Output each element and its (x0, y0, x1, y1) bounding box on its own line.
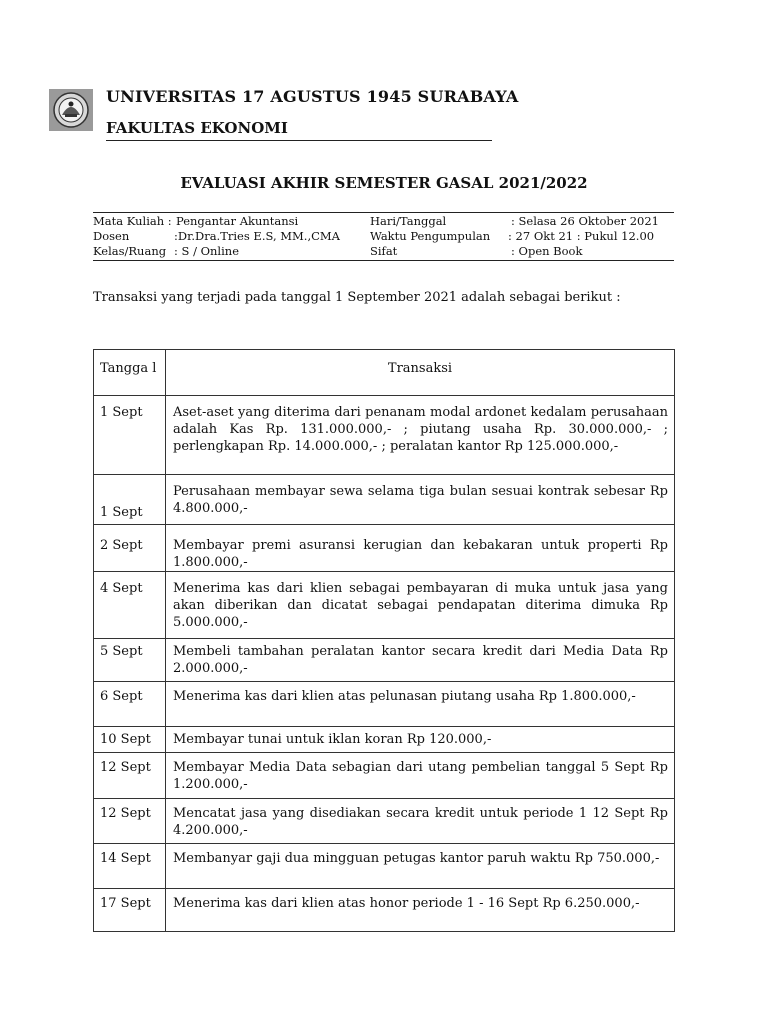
table-header-row (94, 350, 675, 396)
row-text: Menerima kas dari klien atas pelunasan piutang usaha Rp 1.800.000,- (166, 682, 675, 727)
lecturer-label: Dosen (93, 229, 130, 243)
lecturer-value: :Dr.Dra.Tries E.S, MM.,CMA (174, 229, 340, 243)
row-text: Membanyar gaji dua mingguan petugas kantor paruh waktu Rp 750.000,- (166, 844, 675, 889)
table-row (94, 844, 675, 889)
table-row (94, 682, 675, 727)
faculty-name: FAKULTAS EKONOMI (106, 119, 288, 137)
row-text: Aset-aset yang diterima dari penanam modal ardonet kedalam perusahaan adalah Kas Rp. 131.000.000,- ; piutang usaha Rp. 30.000.000,- ; perlengkapan Rp. 14.000.000,- ; peralatan kantor Rp 125.000.000,- (166, 396, 675, 475)
row-text: Perusahaan membayar sewa selama tiga bulan sesuai kontrak sebesar Rp 4.800.000,- (166, 475, 675, 525)
day-label: Hari/Tanggal (370, 214, 447, 228)
row-date: 14 Sept (94, 844, 166, 889)
row-date: 10 Sept (94, 727, 166, 753)
day-value: : Selasa 26 Oktober 2021 (511, 214, 659, 228)
row-date: 6 Sept (94, 682, 166, 727)
table-row (94, 396, 675, 475)
course-value: Pengantar Akuntansi (176, 214, 299, 228)
table-row (94, 799, 675, 844)
row-date: 5 Sept (94, 639, 166, 682)
row-text: Membeli tambahan peralatan kantor secara kredit dari Media Data Rp 2.000.000,- (166, 639, 675, 682)
table-row (94, 753, 675, 799)
table-row (94, 475, 675, 525)
university-name: UNIVERSITAS 17 AGUSTUS 1945 SURABAYA (106, 87, 519, 106)
nature-value: : Open Book (511, 244, 583, 258)
table-row (94, 889, 675, 932)
row-text: Mencatat jasa yang disediakan secara kredit untuk periode 1 12 Sept Rp 4.200.000,- (166, 799, 675, 844)
submit-label: Waktu Pengumpulan (370, 229, 491, 243)
row-date: 12 Sept (94, 799, 166, 844)
row-date: 4 Sept (94, 572, 166, 639)
row-text: Menerima kas dari klien atas honor periode 1 - 16 Sept Rp 6.250.000,- (166, 889, 675, 932)
row-text: Menerima kas dari klien sebagai pembayaran di muka untuk jasa yang akan diberikan dan dicatat sebagai pendapatan diterima dimuka Rp 5.000.000,- (166, 572, 675, 639)
intro-text: Transaksi yang terjadi pada tanggal 1 September 2021 adalah sebagai berikut : (93, 290, 621, 305)
row-text: Membayar Media Data sebagian dari utang pembelian tanggal 5 Sept Rp 1.200.000,- (166, 753, 675, 799)
transactions-table (93, 349, 675, 932)
table-row (94, 639, 675, 682)
row-date: 1 Sept (94, 475, 166, 525)
submit-value: : 27 Okt 21 : Pukul 12.00 (508, 229, 655, 243)
university-seal-icon (49, 89, 93, 131)
course-label: Mata Kuliah : (93, 214, 172, 228)
class-label: Kelas/Ruang (93, 244, 167, 258)
table-row (94, 727, 675, 753)
row-date: 1 Sept (94, 396, 166, 475)
nature-label: Sifat (370, 244, 398, 258)
header-transaction: Transaksi (166, 350, 675, 396)
exam-title: EVALUASI AKHIR SEMESTER GASAL 2021/2022 (180, 174, 588, 192)
class-value: : S / Online (174, 244, 239, 258)
header-date: Tangga l (94, 350, 166, 396)
row-date: 2 Sept (94, 525, 166, 572)
info-bottom-rule (93, 260, 674, 261)
row-date: 12 Sept (94, 753, 166, 799)
table-row (94, 572, 675, 639)
row-text: Membayar tunai untuk iklan koran Rp 120.000,- (166, 727, 675, 753)
table-row (94, 525, 675, 572)
row-text: Membayar premi asuransi kerugian dan kebakaran untuk properti Rp 1.800.000,- (166, 525, 675, 572)
header-divider (106, 140, 492, 141)
row-date: 17 Sept (94, 889, 166, 932)
